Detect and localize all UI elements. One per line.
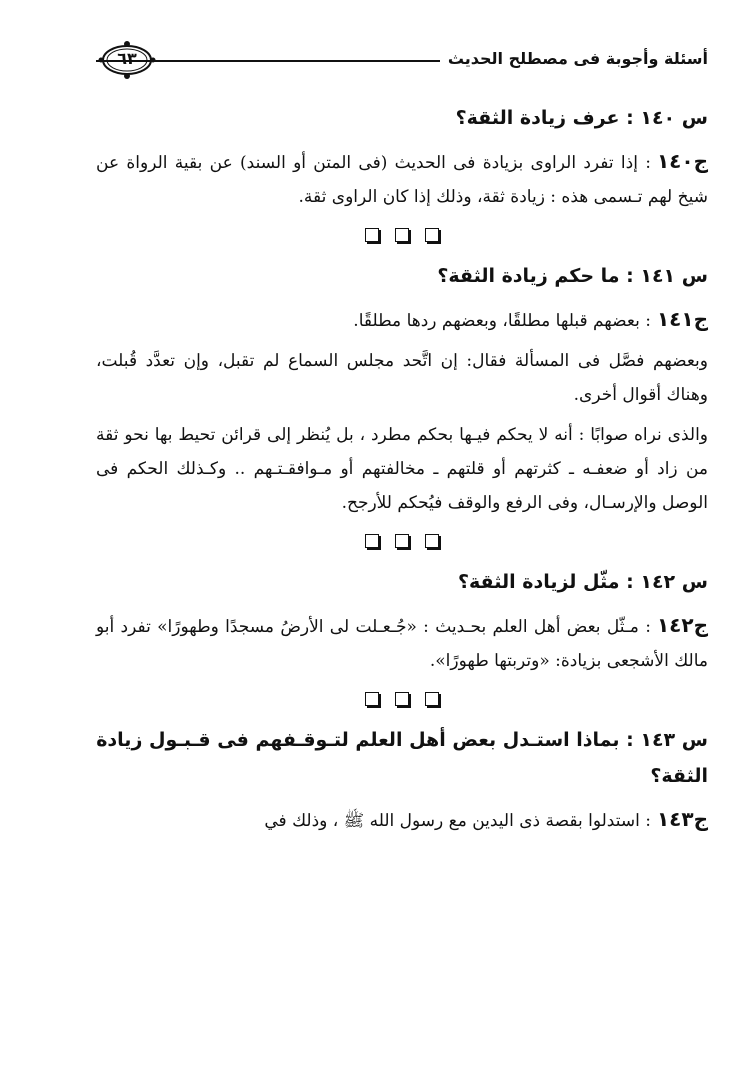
question-143: س ١٤٣ : بماذا استـدل بعض أهل العلم لتـوقـفهم فى قـبـول زيادة الثقة؟ <box>96 729 708 787</box>
question-142: س ١٤٢ : مثّل لزيادة الثقة؟ <box>458 571 708 593</box>
header-title: أسئلة وأجوبة فى مصطلح الحديث <box>447 48 708 68</box>
page-body <box>96 96 708 844</box>
answer-142 <box>96 608 708 678</box>
section-separator <box>96 534 708 554</box>
answer-label-142: ج١٤٢ <box>656 613 708 637</box>
answer-140 <box>96 144 708 214</box>
answer-text-142: : مـثّل بعض أهل العلم بحـديث : «جُـعـلت لى الأرضُ مسجدًا وطهورًا» تفرد أبو مالك الأشجعى بزيادة: «وتربتها طهورًا». <box>96 617 708 671</box>
answer-text-141: : بعضهم قبلها مطلقًا، وبعضهم ردها مطلقًا. <box>353 311 651 331</box>
answer-text-140: : إذا تفرد الراوى بزيادة فى الحديث (فى المتن أو السند) عن بقية الرواة عن شيخ لهم تـسمى هذه : زيادة ثقة، وذلك إذا كان الراوى ثقة. <box>96 153 708 207</box>
answer-143 <box>96 802 708 838</box>
answer-label-141: ج١٤١ <box>656 307 708 331</box>
page-number-badge <box>98 40 156 80</box>
question-140: س ١٤٠ : عرف زيادة الثقة؟ <box>455 107 708 129</box>
section-separator <box>96 692 708 712</box>
answer-label-140: ج١٤٠ <box>656 149 708 173</box>
section-separator <box>96 228 708 248</box>
question-141: س ١٤١ : ما حكم زيادة الثقة؟ <box>437 265 708 287</box>
answer-label-143: ج١٤٣ <box>656 807 708 831</box>
answer-text-143: : استدلوا بقصة ذى اليدين مع رسول الله ﷺ ، وذلك في <box>264 811 651 831</box>
page-number: ٦٣ <box>117 49 137 68</box>
running-header <box>96 38 708 78</box>
answer-141 <box>96 302 708 338</box>
answer-141-paragraph-2: وبعضهم فصَّل فى المسألة فقال: إن اتَّحد مجلس السماع لم تقبل، وإن تعدَّد قُبلت، وهناك أقوال أخرى. <box>96 351 708 405</box>
answer-141-paragraph-3: والذى نراه صوابًا : أنه لا يحكم فيـها بحكم مطرد ، بل يُنظر إلى قرائن تحيط بها نحو ثقة من زاد أو ضعفـه ـ كثرتهم أو قلتهم ـ مخالفتهم أو مـوافقـتـهم .. وكـذلك الحكم فى الوصل والإرسـال، وفى الرفع والوقف فيُحكم للأرجح. <box>96 425 708 513</box>
